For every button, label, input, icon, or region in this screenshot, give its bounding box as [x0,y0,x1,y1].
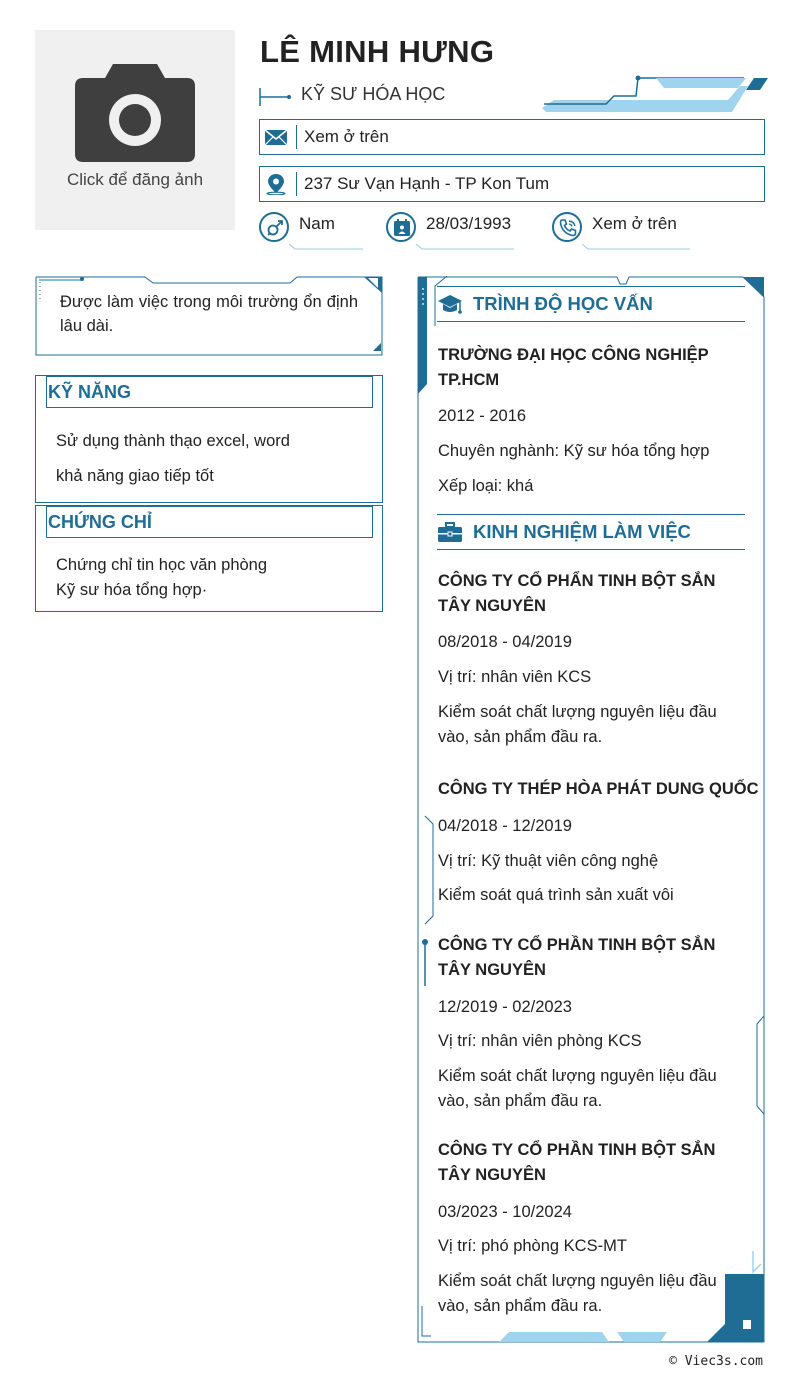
email-separator [296,125,297,149]
job-company: CÔNG TY THÉP HÒA PHÁT DUNG QUỐC [438,780,759,798]
birthday-value: 28/03/1993 [426,214,512,233]
job-company: CÔNG TY CỔ PHẦN TINH BỘT SẮN TÂY NGUYÊN [438,1141,716,1184]
job-description: Kiểm soát chất lượng nguyên liệu đầu vào, sản phẩm đầu ra. [438,1272,717,1315]
certificates-heading-box [46,506,373,538]
career-objective [35,276,384,356]
certificates-section [35,505,383,612]
email-value: Xem ở trên [304,127,389,146]
gender-icon-circle [259,212,289,242]
candidate-name: LÊ MINH HƯNG [260,34,495,69]
phone-value: Xem ở trên [592,214,677,233]
job-period: 08/2018 - 04/2019 [438,633,572,651]
job-position: Vị trí: phó phòng KCS-MT [438,1237,627,1255]
job-description: Kiểm soát chất lượng nguyên liệu đầu vào, sản phẩm đầu ra. [438,703,717,746]
avatar-caption: Click để đăng ảnh [66,170,204,189]
job-period: 04/2018 - 12/2019 [438,817,572,835]
education-period: 2012 - 2016 [438,407,527,425]
job-position: Vị trí: nhân viên phòng KCS [438,1032,642,1050]
right-panel [417,276,766,1344]
graduation-cap-icon [437,293,463,317]
objective-text: Được làm việc trong môi trường ổn định lâu dài. [60,293,358,335]
skill-item: khả năng giao tiếp tốt [56,467,214,485]
experience-heading: KINH NGHIỆM LÀM VIỆC [473,521,691,542]
job-description: Kiểm soát chất lượng nguyên liệu đầu vào, sản phẩm đầu ra. [438,1067,717,1110]
gender-icon [265,218,285,238]
skills-heading: KỸ NĂNG [48,382,132,402]
job-position: Vị trí: nhân viên KCS [438,668,592,686]
address-value: 237 Sư Vạn Hạnh - TP Kon Tum [304,174,550,193]
avatar-upload[interactable] [35,30,235,230]
phone-underline [582,244,692,250]
address-separator [296,172,297,196]
job-period: 12/2019 - 02/2023 [438,998,572,1016]
job-title: KỸ SƯ HÓA HỌC [301,84,446,104]
job-position: Vị trí: Kỹ thuật viên công nghệ [438,852,659,870]
envelope-icon [264,126,288,148]
address-row [259,166,765,202]
certificate-item: Chứng chỉ tin học văn phòng [56,556,268,574]
education-grade: Xếp loại: khá [438,477,534,495]
birthday-icon-circle [386,212,416,242]
title-line-decoration [258,86,294,108]
education-heading: TRÌNH ĐỘ HỌC VẤN [473,293,653,314]
job-period: 03/2023 - 10/2024 [438,1203,572,1221]
camera-icon [75,58,195,163]
header-tech-decoration [540,74,770,114]
gender-value: Nam [299,214,335,233]
briefcase-icon [437,521,463,545]
job-company: CÔNG TY CỔ PHẨN TINH BỘT SẮN TÂY NGUYÊN [438,572,716,615]
job-description: Kiểm soát quá trình sản xuất vôi [438,886,674,904]
location-pin-icon [264,173,288,195]
phone-icon-circle [552,212,582,242]
email-row [259,119,765,155]
skills-heading-box [46,376,373,408]
school-name: TRƯỜNG ĐẠI HỌC CÔNG NGHIỆP TP.HCM [438,346,709,389]
copyright: © Viec3s.com [669,1354,763,1369]
certificate-item: Kỹ sư hóa tổng hợp· [56,581,208,599]
skill-item: Sử dụng thành thạo excel, word [56,432,290,450]
birthday-underline [416,244,516,250]
gender-underline [289,244,365,250]
education-major: Chuyên nghành: Kỹ sư hóa tổng hợp [438,442,710,460]
job-company: CÔNG TY CỔ PHẦN TINH BỘT SẮN TÂY NGUYÊN [438,936,716,979]
calendar-icon [392,218,412,238]
experience-heading-bar [437,514,745,550]
certificates-heading: CHỨNG CHỈ [48,512,152,532]
education-heading-bar [437,286,745,322]
skills-section [35,375,383,503]
phone-icon [558,218,578,238]
